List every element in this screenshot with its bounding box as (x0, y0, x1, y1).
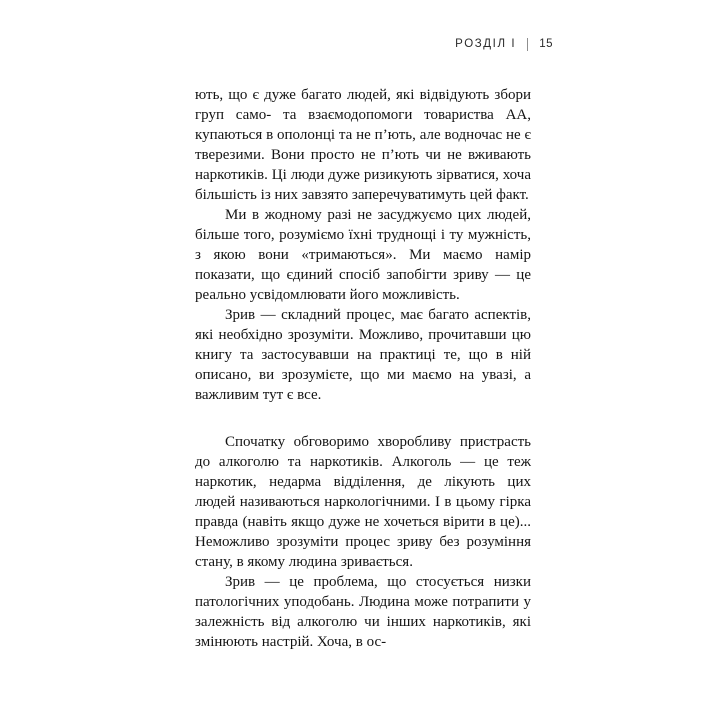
paragraph: Спочатку обговоримо хворобливу пристрасть до алкоголю та наркотиків. Алкоголь — це теж наркотик, недарма відділення, де лікують цих людей називаються наркологічними. І в цьому гірка правда (навіть якщо дуже не хочеться вірити в це)... Неможливо зрозуміти процес зриву без розуміння стану, в якому людина зривається. (195, 434, 531, 570)
page-number: 15 (539, 38, 553, 50)
page-header (195, 36, 553, 52)
body-text (195, 85, 531, 652)
header-divider (527, 38, 528, 51)
paragraph: Зрив — це проблема, що стосується низки патологічних уподобань. Людина може потрапити у залежність від алкоголю чи інших наркотиків, які змінюють настрій. Хоча, в ос- (195, 574, 531, 650)
paragraph: Ми в жодному разі не засуджуємо цих людей, більше того, розуміємо їхні труднощі і ту мужність, з якою вони «тримаються». Ми маємо намір показати, що єдиний спосіб запобігти зриву — це реально усвідомлювати його можливість. (195, 207, 531, 303)
paragraph: ють, що є дуже багато людей, які відвідують збори груп само- та взаємодопомоги товариства АА, купаються в ополонці та не п’ють, але водночас не є тверезими. Вони просто не п’ють чи не вживають наркотиків. Ці люди дуже ризикують зірватися, хоча більшість із них завзято заперечуватимуть цей факт. (195, 87, 531, 203)
text-column (195, 36, 553, 652)
chapter-label: РОЗДІЛ І (455, 38, 517, 50)
paragraph: Зрив — складний процес, має багато аспектів, які необхідно зрозуміти. Можливо, прочитавши цю книгу та застосувавши на практиці те, що в ній описано, ви зрозумієте, що ми маємо на увазі, а важливим тут є все. (195, 307, 531, 403)
